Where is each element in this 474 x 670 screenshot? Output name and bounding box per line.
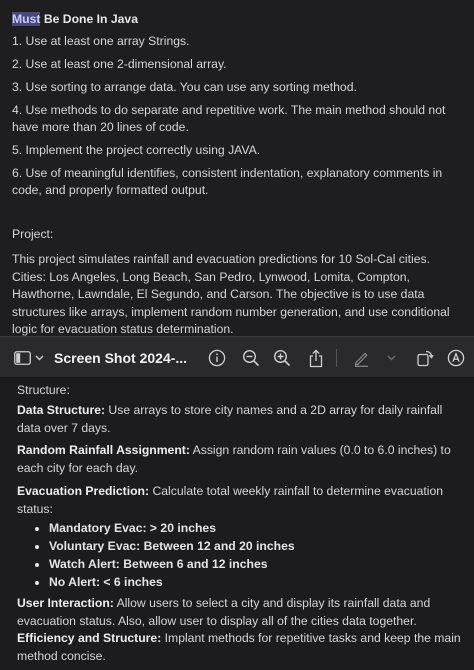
markup-icon[interactable] bbox=[446, 337, 466, 379]
preview-toolbar bbox=[0, 336, 474, 378]
title-rest: Be Done In Java bbox=[40, 12, 138, 26]
sidebar-icon[interactable] bbox=[12, 337, 32, 379]
random-rainfall-label: Random Rainfall Assignment: bbox=[17, 443, 190, 458]
efficiency-label: Efficiency and Structure: bbox=[17, 631, 162, 646]
random-rainfall-text: Assign random rain values (0.0 to 6.0 inches) to each city for each day. bbox=[17, 443, 451, 476]
requirement-item: 2. Use at least one 2-dimensional array. bbox=[12, 57, 227, 71]
user-interaction-text: Allow users to select a city and display its rainfall data and evacuation status. Also, allow user to display all of the cities data together. bbox=[17, 595, 431, 628]
data-structure-text: Use arrays to store city names and a 2D array for daily rainfall data over 7 days. bbox=[17, 402, 443, 435]
bottom-screenshot-pane bbox=[0, 378, 474, 670]
evac-level-item: • Voluntary Evac: Between 12 and 20 inches bbox=[49, 537, 462, 555]
random-rainfall-paragraph bbox=[17, 442, 462, 478]
zoom-out-icon[interactable] bbox=[240, 337, 262, 379]
requirements-list bbox=[12, 33, 462, 199]
user-interaction-label: User Interaction: bbox=[17, 595, 114, 610]
user-interaction-paragraph bbox=[17, 595, 462, 631]
evac-level-item: • Mandatory Evac: > 20 inches bbox=[49, 519, 462, 537]
toolbar-divider bbox=[336, 349, 337, 367]
share-icon[interactable] bbox=[306, 337, 326, 379]
requirement-item: 6. Use of meaningful identifies, consistent indentation, explanatory comments in code, and properly formatted output. bbox=[12, 166, 443, 197]
requirement-item: 3. Use sorting to arrange data. You can use any sorting method. bbox=[12, 80, 357, 94]
efficiency-text: Implant methods for repetitive tasks and keep the main method concise. bbox=[17, 631, 461, 664]
requirement-item: 4. Use methods to do separate and repetitive work. The main method should not have more than 20 lines of code. bbox=[12, 103, 446, 134]
info-icon[interactable] bbox=[206, 337, 228, 379]
evac-level-item: • Watch Alert: Between 6 and 12 inches bbox=[49, 555, 462, 573]
zoom-in-icon[interactable] bbox=[271, 337, 293, 379]
requirement-item: 1. Use at least one array Strings. bbox=[12, 34, 190, 48]
evacuation-label: Evacuation Prediction: bbox=[17, 483, 150, 498]
structure-label: Structure: bbox=[17, 383, 70, 397]
data-structure-paragraph bbox=[17, 402, 462, 438]
assignment-title bbox=[12, 11, 462, 27]
efficiency-paragraph bbox=[17, 630, 462, 666]
evacuation-text: Calculate total weekly rainfall to determine evacuation status: bbox=[17, 483, 444, 516]
rotate-icon[interactable] bbox=[415, 337, 435, 379]
project-label: Project: bbox=[12, 227, 54, 241]
document-title[interactable]: Screen Shot 2024-... bbox=[54, 350, 188, 366]
data-structure-label: Data Structure: bbox=[17, 402, 106, 417]
evacuation-levels-list bbox=[17, 519, 462, 592]
requirement-item: 5. Implement the project correctly using JAVA. bbox=[12, 143, 261, 157]
title-highlight: Must bbox=[12, 12, 41, 26]
evacuation-paragraph bbox=[17, 483, 462, 519]
chevron-down-icon[interactable] bbox=[33, 337, 45, 379]
project-description: This project simulates rainfall and evacuation predictions for 10 Sol-Cal cities. Cities: Los Angeles, Long Beach, San Pedro, Lynwood, Lomita, Compton, Hawthorne, Lawndale, El Segundo, and Carson. The objective is to use data structures like arrays, implement random number generation, and use conditional logic for evacuation status determination. bbox=[12, 252, 450, 336]
evac-level-item: • No Alert: < 6 inches bbox=[49, 573, 462, 591]
markup-pen-icon[interactable] bbox=[351, 337, 371, 379]
chevron-down-icon[interactable] bbox=[385, 337, 397, 379]
